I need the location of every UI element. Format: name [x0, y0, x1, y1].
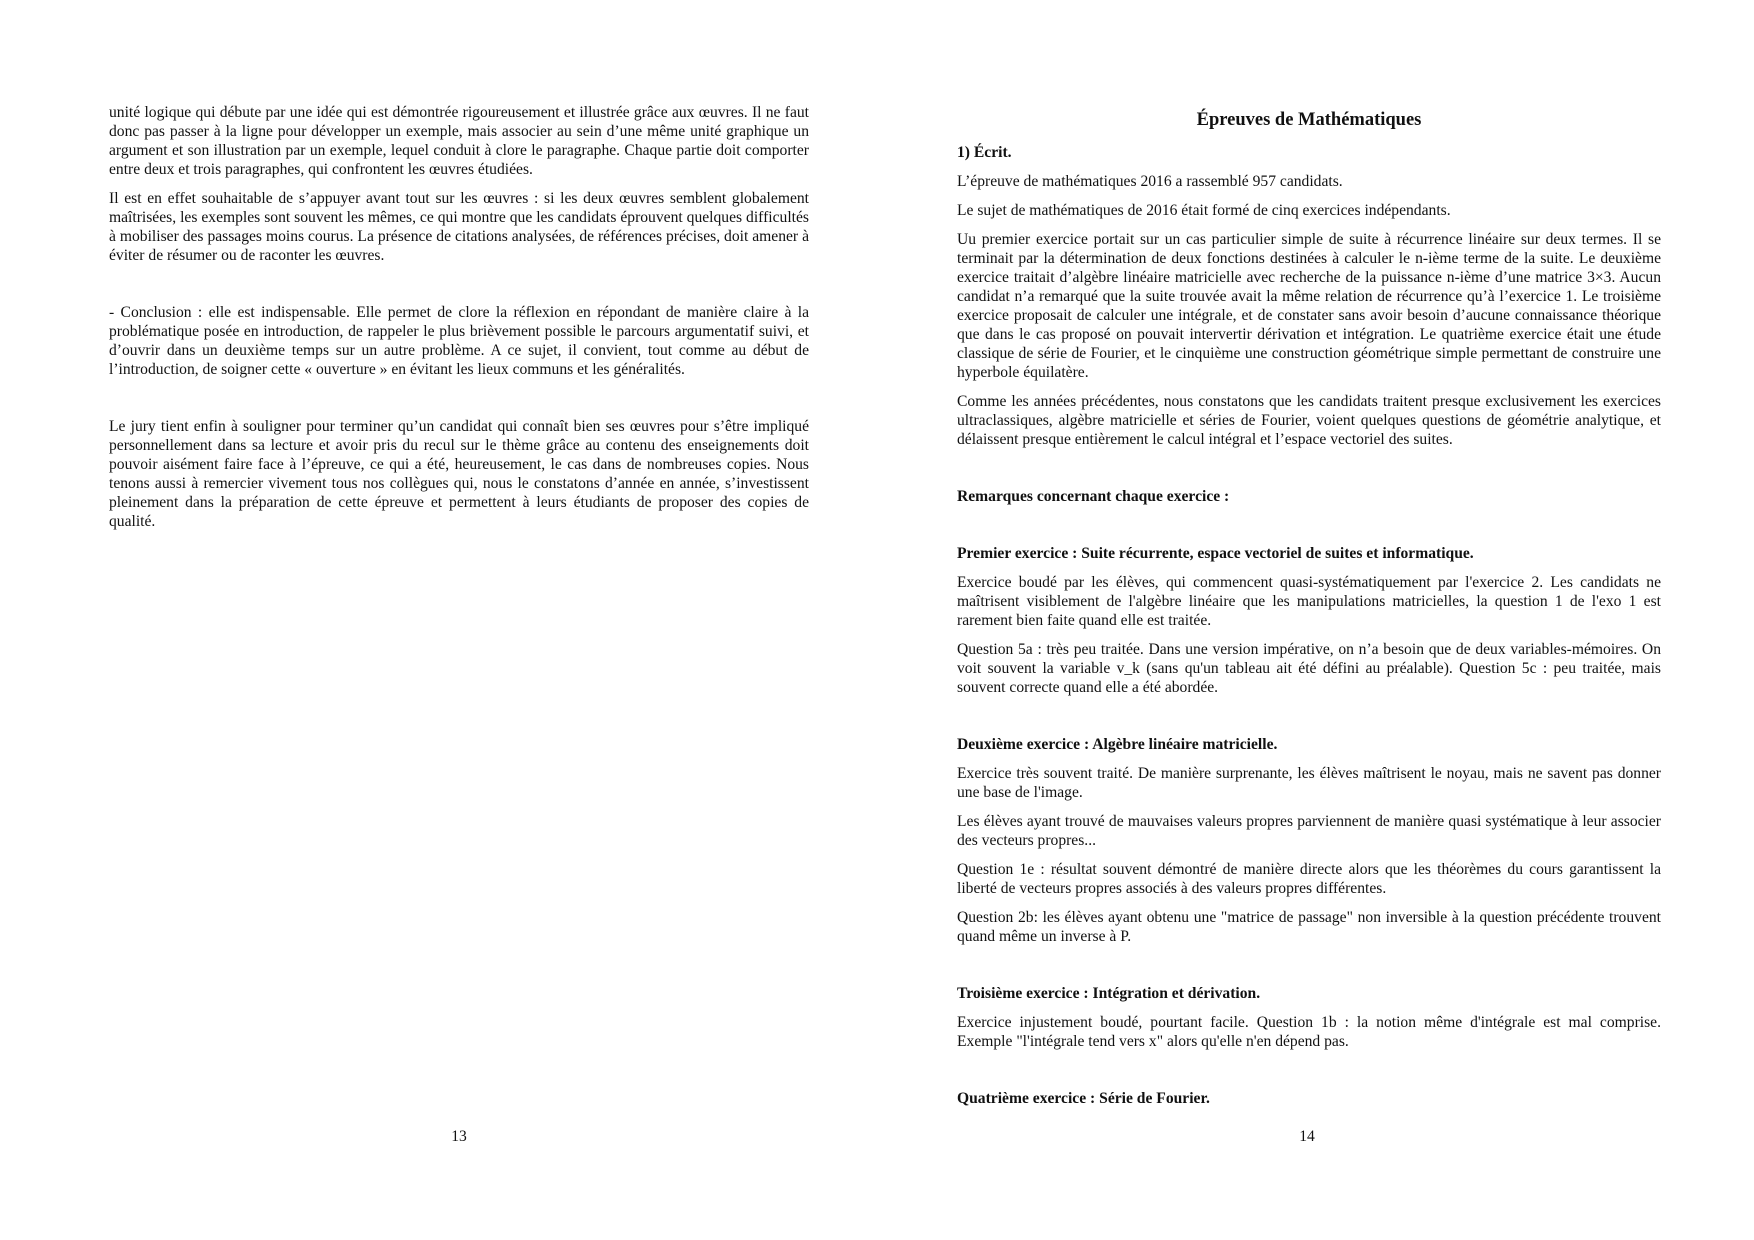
remarks-heading: Remarques concernant chaque exercice : [957, 488, 1230, 505]
exercise2-heading: Deuxième exercice : Algèbre linéaire matricielle. [957, 736, 1278, 753]
exercise2-paragraph-4: Question 2b: les élèves ayant obtenu une "matrice de passage" non inversible à la question précédente trouvent quand même un inverse à P. [957, 909, 1661, 945]
left-paragraph-final: Le jury tient enfin à souligner pour terminer qu’un candidat qui connaît bien ses œuvres pour s’être impliqué personnellement dans sa lecture et avoir pris du recul sur le thème grâce au contenu des enseignements doit pouvoir aisément faire face à l’épreuve, ce qui a été, heureusement, le cas dans de nombreuses copies. Nous tenons aussi à remercier vivement tous nos collègues qui, nous le constatons d’année en année, s’investissent pleinement dans la préparation de cette épreuve et permettent à leurs étudiants de proposer des copies de qualité. [109, 418, 809, 530]
left-paragraph-conclusion: - Conclusion : elle est indispensable. Elle permet de clore la réflexion en répondant de manière claire à la problématique posée en introduction, de rappeler le plus brièvement possible le parcours argumentatif suivi, et d’ouvrir dans un deuxième temps sur un autre problème. A ce sujet, il convient, tout comme au début de l’introduction, de soigner cette « ouverture » en évitant les lieux communs et les généralités. [109, 304, 809, 378]
exercise2-paragraph-3: Question 1e : résultat souvent démontré de manière directe alors que les théorèmes du cours garantissent la liberté de vecteurs propres associés à des valeurs propres différentes. [957, 861, 1661, 897]
right-page-text-column [957, 103, 1661, 1118]
exercise3-paragraph-1: Exercice injustement boudé, pourtant facile. Question 1b : la notion même d'intégrale est mal comprise. Exemple "l'intégrale tend vers x" alors qu'elle n'en dépend pas. [957, 1014, 1661, 1050]
exercise1-paragraph-1: Exercice boudé par les élèves, qui commencent quasi-systématiquement par l'exercice 2. Les candidats ne maîtrisent visiblement de l'algèbre linéaire que les manipulations matricielles, la question 1 de l'exo 1 est rarement bien faite quand elle est traitée. [957, 574, 1661, 629]
left-paragraph-1: unité logique qui débute par une idée qui est démontrée rigoureusement et illustrée grâce aux œuvres. Il ne faut donc pas passer à la ligne pour développer un exemple, mais associer au sein d’une même unité graphique un argument et son illustration par un exemple, lequel conduit à clore le paragraphe. Chaque partie doit comporter entre deux et trois paragraphes, qui confrontent les œuvres étudiées. [109, 104, 809, 178]
exercise1-paragraph-2: Question 5a : très peu traitée. Dans une version impérative, on n’a besoin que de deux variables-mémoires. On voit souvent la variable v_k (sans qu'un tableau ait été défini au préalable). Question 5c : peu traitée, mais souvent correcte quand elle a été abordée. [957, 641, 1661, 696]
section-heading: 1) Écrit. [957, 144, 1012, 161]
exercise2-paragraph-2: Les élèves ayant trouvé de mauvaises valeurs propres parviennent de manière quasi systématique à leur associer des vecteurs propres... [957, 813, 1661, 849]
page-title: Épreuves de Mathématiques [1196, 110, 1422, 130]
left-page-text-column [109, 103, 809, 541]
exercise2-paragraph-1: Exercice très souvent traité. De manière surprenante, les élèves maîtrisent le noyau, mais ne savent pas donner une base de l'image. [957, 765, 1661, 801]
page-number-left: 13 [451, 1128, 467, 1145]
exercise4-heading: Quatrième exercice : Série de Fourier. [957, 1090, 1210, 1107]
left-paragraph-2: Il est en effet souhaitable de s’appuyer avant tout sur les œuvres : si les deux œuvres semblent globalement maîtrisées, les exemples sont souvent les mêmes, ce qui montre que les candidats éprouvent quelques difficultés à mobiliser des passages moins courus. La présence de citations analysées, de références précises, doit amener à éviter de résumer ou de raconter les œuvres. [109, 190, 809, 264]
exercise1-heading: Premier exercice : Suite récurrente, espace vectoriel de suites et informatique. [957, 545, 1474, 562]
right-page [877, 0, 1754, 1240]
intro-paragraph-3: Uu premier exercice portait sur un cas particulier simple de suite à récurrence linéaire sur deux termes. Il se terminait par la détermination de deux fonctions destinées à calculer le n-ième terme de la suite. Le deuxième exercice traitait d’algèbre linéaire matricielle avec recherche de la puissance n-ième d’une matrice 3×3. Aucun candidat n’a remarqué que la suite trouvée avait la même relation de récurrence qu’à l’exercice 1. Le troisième exercice proposait de calculer une intégrale, et de constater sans avoir besoin d’aucune connaissance théorique que dans le cas proposé on pouvait intervertir dérivation et intégration. Le quatrième exercice était une étude classique de série de Fourier, et le cinquième une construction géométrique simple permettant de construire une hyperbole équilatère. [957, 231, 1661, 381]
exercise3-heading: Troisième exercice : Intégration et dérivation. [957, 985, 1261, 1002]
page-number-right: 14 [1299, 1128, 1315, 1145]
intro-paragraph-2: Le sujet de mathématiques de 2016 était formé de cinq exercices indépendants. [957, 202, 1451, 219]
intro-paragraph-4: Comme les années précédentes, nous constatons que les candidats traitent presque exclusivement les exercices ultraclassiques, algèbre matricielle et séries de Fourier, voient quelques questions de géométrie analytique, et délaissent presque entièrement le calcul intégral et l’espace vectoriel des suites. [957, 393, 1661, 448]
intro-paragraph-1: L’épreuve de mathématiques 2016 a rassemblé 957 candidats. [957, 173, 1343, 190]
